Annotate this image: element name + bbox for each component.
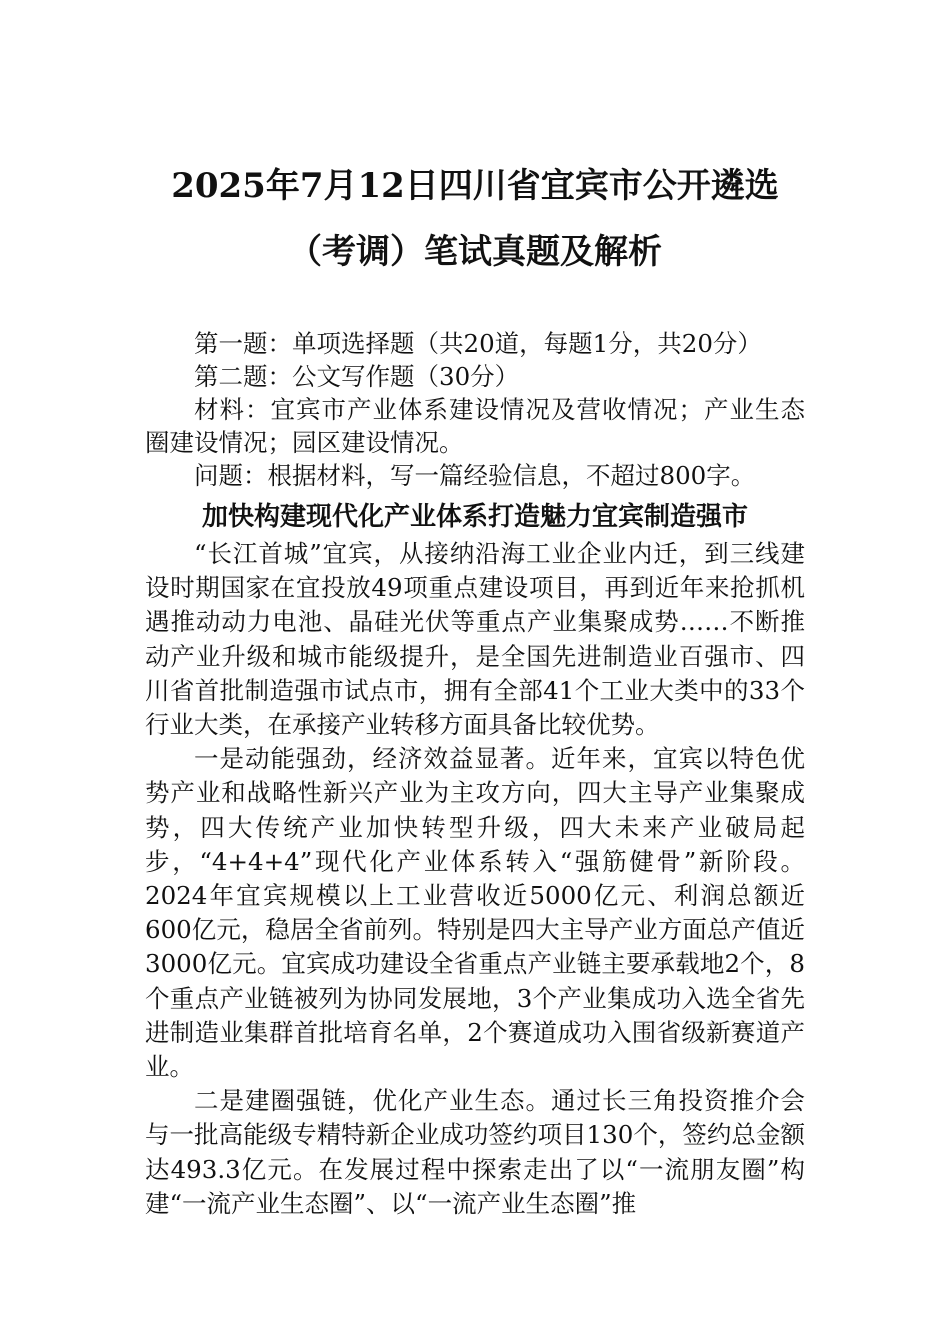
question-section <box>145 327 805 492</box>
question-item-1: 第一题：单项选择题（共20道，每题1分，共20分） <box>194 329 762 358</box>
article-body <box>145 537 805 1221</box>
article-paragraph-2: 二是建圈强链，优化产业生态。通过长三角投资推介会与一批高能级专精特新企业成功签约项目130个，签约总金额达493.3亿元。在发展过程中探索走出了以“一流朋友圈”构建“一流产业生态圈”、以“一流产业生态圈”推 <box>145 1086 805 1218</box>
document-title-line-1: 2025年7月12日四川省宜宾市公开遴选 <box>171 166 779 206</box>
article-paragraph-1: 一是动能强劲，经济效益显著。近年来，宜宾以特色优势产业和战略性新兴产业为主攻方向，四大主导产业集聚成势，四大传统产业加快转型升级，四大未来产业破局起步，“4+4+4”现代化产业体系转入“强筋健骨”新阶段。2024年宜宾规模以上工业营收近5000亿元、利润总额近600亿元，稳居全省前列。特别是四大主导产业方面总产值近3000亿元。宜宾成功建设全省重点产业链主要承载地2个，8个重点产业链被列为协同发展地，3个产业集成功入选全省先进制造业集群首批培育名单，2个赛道成功入围省级新赛道产业。 <box>145 744 805 1082</box>
material-description: 材料：宜宾市产业体系建设情况及营收情况；产业生态圈建设情况；园区建设情况。 <box>145 395 805 457</box>
question-item-2: 第二题：公文写作题（30分） <box>194 362 520 391</box>
question-prompt: 问题：根据材料，写一篇经验信息，不超过800字。 <box>194 461 756 490</box>
document-title-line-2: （考调）笔试真题及解析 <box>288 232 662 272</box>
article-paragraph-intro: “长江首城”宜宾，从接纳沿海工业企业内迁，到三线建设时期国家在宜投放49项重点建设项目，再到近年来抢抓机遇推动动力电池、晶硅光伏等重点产业集聚成势……不断推动产业升级和城市能级提升，是全国先进制造业百强市、四川省首批制造强市试点市，拥有全部41个工业大类中的33个行业大类，在承接产业转移方面具备比较优势。 <box>145 539 805 740</box>
article-title: 加快构建现代化产业体系打造魅力宜宾制造强市 <box>201 502 748 532</box>
